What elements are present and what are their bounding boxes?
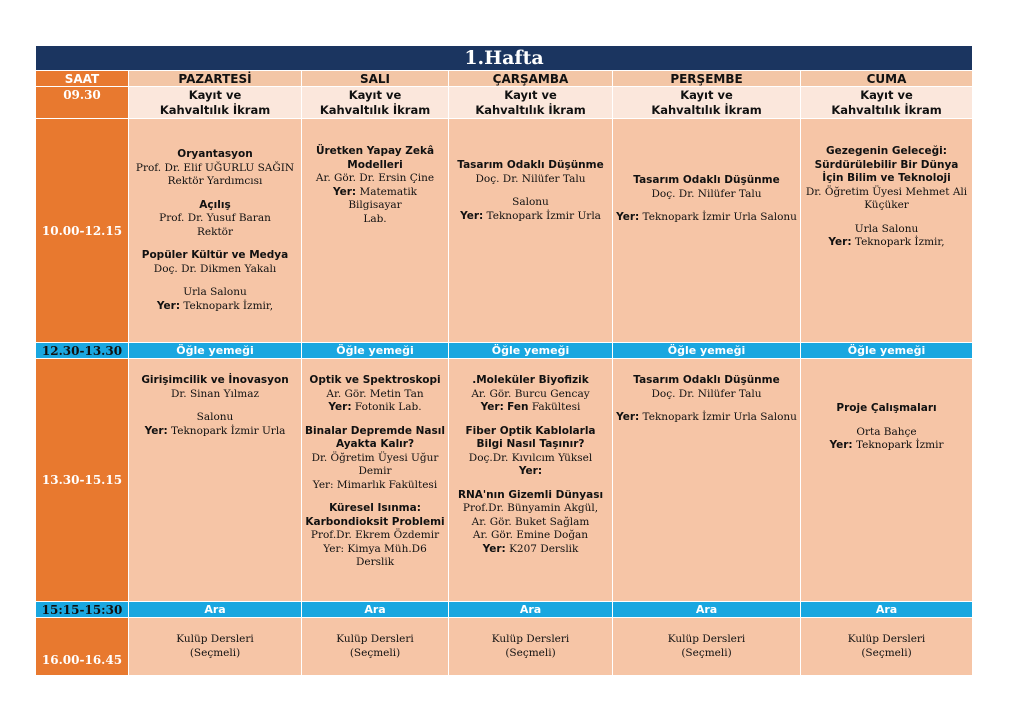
breakfast-line: Kahvaltılık İkram — [159, 102, 271, 117]
day-header-thursday: PERŞEMBE — [613, 71, 801, 87]
break-cell-thursday: Ara — [613, 602, 801, 618]
location-line — [452, 210, 609, 224]
breakfast-line: Kayıt ve — [860, 87, 913, 102]
breakfast-line: Kahvaltılık İkram — [319, 102, 431, 117]
session-title: Popüler Kültür ve Medya — [141, 249, 289, 261]
lunch-cell-thursday: Öğle yemeği — [613, 343, 801, 359]
location-label: Yer: — [156, 299, 181, 312]
row-morning — [36, 119, 973, 343]
breakfast-line: Kayıt ve — [348, 87, 402, 102]
session-cell-thursday-afternoon — [613, 359, 801, 602]
location-label: Yer: — [616, 211, 640, 223]
session-line: Doç. Dr. Nilüfer Talu — [651, 387, 762, 400]
club-cell-wednesday — [449, 618, 613, 676]
location-value: Teknopark İzmir, — [183, 299, 274, 312]
session-cell-tuesday-morning — [302, 119, 449, 343]
location-line — [132, 300, 298, 314]
session-line: Yer: Mimarlık Fakültesi — [312, 478, 438, 491]
location-label: Yer: — [829, 439, 853, 451]
breakfast-cell-wednesday — [449, 87, 613, 119]
session-line: Dr. Öğretim Üyesi Uğur — [311, 451, 439, 464]
session-cell-tuesday-afternoon — [302, 359, 449, 602]
location-value: Fen — [507, 401, 529, 413]
schedule-title: 1.Hafta — [36, 46, 973, 71]
session-title: Fiber Optik Kablolarla Bilgi Nasıl Taşınır? — [465, 424, 596, 450]
session-line: Urla Salonu — [854, 222, 919, 235]
session-line: Doç. Dr. Nilüfer Talu — [475, 172, 586, 185]
session-line: Ar. Gör. Metin Tan — [326, 387, 424, 400]
location-line — [452, 543, 609, 557]
time-cell: 10.00-12.15 — [36, 119, 129, 343]
location-line — [616, 211, 797, 225]
session-title: Gezegenin Geleceği: Sürdürülebilir Bir Dünya İçin Bilim ve Teknoloji — [814, 145, 959, 184]
location-line — [804, 439, 969, 453]
session-title: Tasarım Odaklı Düşünme — [633, 374, 780, 386]
breakfast-cell-thursday — [613, 87, 801, 119]
session-cell-monday-afternoon — [129, 359, 302, 602]
session-line: Lab. — [363, 212, 387, 225]
breakfast-line: Kahvaltılık İkram — [651, 102, 762, 117]
session-line: Prof.Dr. Bünyamin Akgül, — [462, 502, 599, 514]
session-line: Küçüker — [864, 199, 909, 211]
breakfast-line: Kahvaltılık İkram — [831, 102, 942, 117]
session-line: Ar. Gör. Emine Doğan — [472, 529, 589, 541]
breakfast-cell-monday — [129, 87, 302, 119]
club-line: Kulüp Dersleri — [176, 633, 254, 645]
location-line — [452, 401, 609, 415]
location-label: Yer: — [482, 542, 506, 555]
location-line — [305, 186, 445, 213]
breakfast-cell-friday — [801, 87, 973, 119]
time-cell: 13.30-15.15 — [36, 359, 129, 602]
session-block — [132, 286, 298, 313]
session-line: Ar. Gör. Buket Sağlam — [471, 515, 590, 528]
session-block — [132, 249, 298, 276]
session-block — [132, 374, 298, 401]
break-cell-friday: Ara — [801, 602, 973, 618]
lunch-cell-wednesday: Öğle yemeği — [449, 343, 613, 359]
session-block — [452, 374, 609, 415]
session-title: RNA'nın Gizemli Dünyası — [457, 488, 604, 501]
club-line: Kulüp Dersleri — [336, 633, 414, 645]
session-block — [132, 148, 298, 189]
location-value: Teknopark İzmir, — [854, 236, 945, 248]
location-label: Yer: — [328, 401, 352, 413]
breakfast-line: Kayıt ve — [504, 87, 557, 102]
session-line: Derslik — [355, 556, 395, 568]
location-value: Teknopark İzmir Urla — [486, 209, 601, 222]
location-line — [804, 236, 969, 250]
break-cell-monday: Ara — [129, 602, 302, 618]
club-line: (Seçmeli) — [505, 646, 556, 659]
time-cell: 16.00-16.45 — [36, 618, 129, 676]
session-block — [132, 411, 298, 438]
session-cell-thursday-morning — [613, 119, 801, 343]
session-line: Salonu — [512, 196, 549, 208]
session-line: Demir — [358, 465, 392, 477]
session-block — [804, 426, 969, 453]
location-value: Teknopark İzmir Urla — [171, 424, 286, 437]
location-value: Matematik Bilgisayar — [348, 185, 418, 211]
session-cell-wednesday-morning — [449, 119, 613, 343]
location-value-tail: Fakültesi — [528, 401, 581, 413]
session-line: Ar. Gör. Dr. Ersin Çine — [315, 172, 435, 184]
session-line: Rektör — [196, 225, 234, 238]
row-afternoon — [36, 359, 973, 602]
session-line: Yer: Kimya Müh.D6 — [323, 542, 427, 555]
session-line: Salonu — [196, 411, 234, 423]
day-header-friday: CUMA — [801, 71, 973, 87]
session-line: Doç. Dr. Dikmen Yakalı — [153, 262, 277, 275]
row-club — [36, 618, 973, 676]
location-label: Yer: — [828, 236, 852, 248]
session-line: Dr. Sinan Yılmaz — [170, 387, 260, 400]
break-cell-tuesday: Ara — [302, 602, 449, 618]
club-line: Kulüp Dersleri — [667, 633, 746, 645]
session-block — [305, 374, 445, 415]
lunch-cell-friday: Öğle yemeği — [801, 343, 973, 359]
time-cell: 09.30 — [36, 87, 129, 119]
club-cell-friday — [801, 618, 973, 676]
session-title: Oryantasyon — [177, 148, 253, 160]
day-header-monday: PAZARTESİ — [129, 71, 302, 87]
location-label: Yer: — [480, 401, 504, 413]
location-label: Yer: — [460, 209, 484, 222]
club-cell-tuesday — [302, 618, 449, 676]
time-cell: 12.30-13.30 — [36, 343, 129, 359]
break-row — [36, 602, 973, 618]
breakfast-line: Kayıt ve — [680, 87, 733, 102]
session-cell-friday-afternoon — [801, 359, 973, 602]
location-line — [616, 411, 797, 425]
session-line: Rektör Yardımcısı — [167, 175, 263, 187]
location-value: Teknopark İzmir — [855, 439, 944, 451]
session-block — [804, 145, 969, 213]
club-cell-thursday — [613, 618, 801, 676]
session-line: Ar. Gör. Burcu Gencay — [471, 387, 590, 400]
session-title: .Moleküler Biyofizik — [472, 374, 589, 386]
lunch-cell-tuesday: Öğle yemeği — [302, 343, 449, 359]
session-block — [305, 145, 445, 226]
session-block — [452, 489, 609, 557]
session-line: Doç.Dr. Kıvılcım Yüksel — [468, 451, 593, 464]
session-title: Açılış — [199, 198, 231, 211]
row-0930 — [36, 87, 973, 119]
session-block — [452, 159, 609, 186]
session-cell-friday-morning — [801, 119, 973, 343]
club-line: Kulüp Dersleri — [847, 633, 926, 645]
saat-header: SAAT — [36, 71, 129, 87]
session-line: Prof. Dr. Yusuf Baran — [159, 212, 271, 224]
session-title: Girişimcilik ve İnovasyon — [141, 374, 289, 386]
session-block — [616, 174, 797, 201]
session-block — [132, 199, 298, 240]
breakfast-line: Kahvaltılık İkram — [475, 102, 586, 117]
session-block — [452, 196, 609, 223]
session-line: Prof. Dr. Elif UĞURLU SAĞIN — [135, 161, 295, 174]
day-header-tuesday: SALI — [302, 71, 449, 87]
session-line: Urla Salonu — [183, 286, 247, 298]
lunch-row — [36, 343, 973, 359]
time-cell: 15:15-15:30 — [36, 602, 129, 618]
location-line — [132, 425, 298, 439]
session-block — [305, 502, 445, 570]
location-label: Yer: — [144, 424, 168, 437]
break-cell-wednesday: Ara — [449, 602, 613, 618]
weekly-schedule-table — [35, 45, 973, 676]
club-cell-monday — [129, 618, 302, 676]
club-line: (Seçmeli) — [349, 646, 401, 659]
session-title: Tasarım Odaklı Düşünme — [457, 159, 604, 171]
club-line: (Seçmeli) — [681, 646, 732, 659]
club-line: Kulüp Dersleri — [491, 633, 570, 645]
location-value: Fotonik Lab. — [354, 401, 422, 413]
location-value: Teknopark İzmir Urla Salonu — [642, 411, 797, 423]
session-block — [804, 223, 969, 250]
location-line — [305, 401, 445, 415]
location-label: Yer: — [518, 465, 543, 477]
title-row — [36, 46, 973, 71]
session-title: Tasarım Odaklı Düşünme — [633, 174, 780, 186]
club-line: (Seçmeli) — [861, 646, 912, 659]
session-block — [616, 374, 797, 401]
location-value: K207 Derslik — [509, 542, 579, 555]
day-header-wednesday: ÇARŞAMBA — [449, 71, 613, 87]
location-value: Teknopark İzmir Urla Salonu — [642, 211, 797, 223]
session-block — [305, 425, 445, 493]
session-block — [616, 211, 797, 225]
session-line: Orta Bahçe — [856, 425, 917, 438]
lunch-cell-monday: Öğle yemeği — [129, 343, 302, 359]
session-title: Üretken Yapay Zekâ Modelleri — [315, 145, 435, 171]
session-line: Dr. Öğretim Üyesi Mehmet Ali — [805, 185, 968, 198]
session-block — [616, 411, 797, 425]
session-title: Binalar Depremde Nasıl Ayakta Kalır? — [305, 424, 445, 450]
session-line: Prof.Dr. Ekrem Özdemir — [310, 529, 440, 541]
location-label: Yer: — [332, 185, 357, 198]
session-block — [804, 402, 969, 416]
breakfast-line: Kayıt ve — [188, 87, 242, 102]
session-title: Optik ve Spektroskopi — [309, 374, 441, 386]
session-title: Küresel Isınma: Karbondioksit Problemi — [305, 502, 445, 528]
club-line: (Seçmeli) — [189, 646, 241, 659]
session-block — [452, 425, 609, 479]
session-cell-wednesday-afternoon — [449, 359, 613, 602]
session-cell-monday-morning — [129, 119, 302, 343]
session-line: Doç. Dr. Nilüfer Talu — [651, 187, 762, 200]
location-line — [452, 465, 609, 479]
breakfast-cell-tuesday — [302, 87, 449, 119]
location-label: Yer: — [616, 411, 640, 423]
session-title: Proje Çalışmaları — [836, 402, 937, 414]
header-row — [36, 71, 973, 87]
